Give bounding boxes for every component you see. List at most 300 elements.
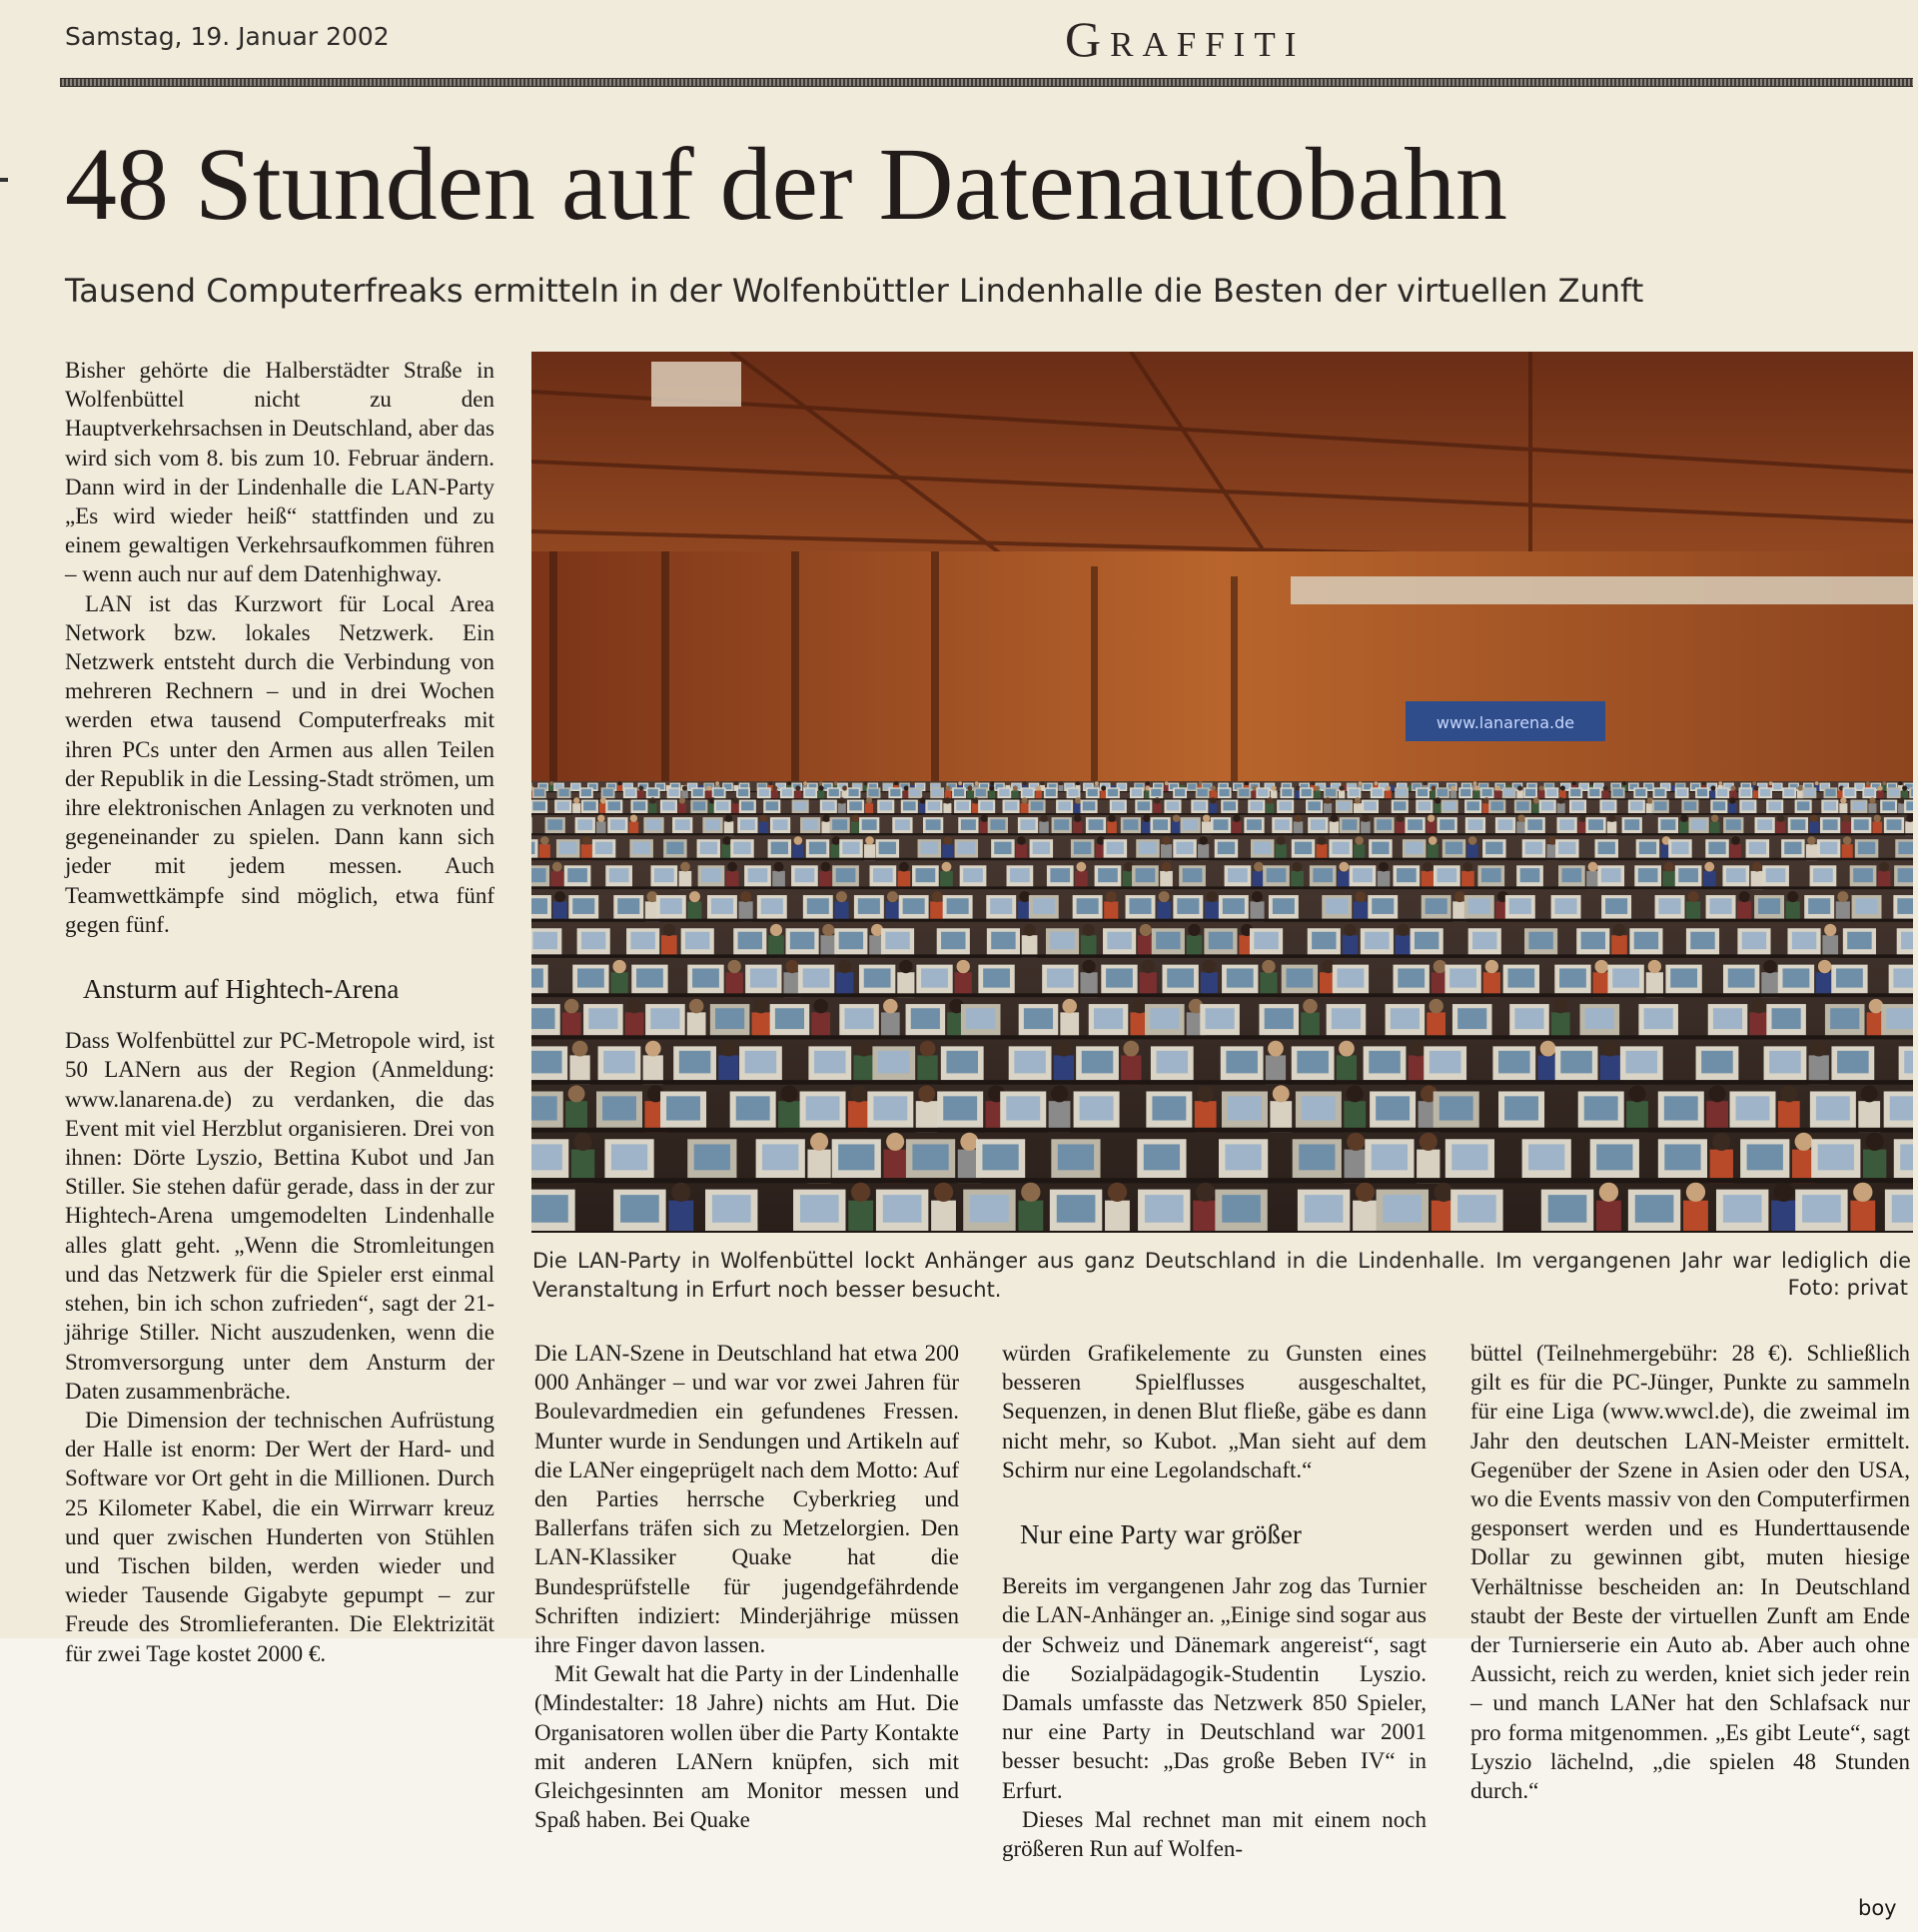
monitor-screen (531, 1144, 562, 1170)
monitor-screen (693, 789, 703, 796)
player-head (1608, 814, 1615, 821)
monitor-screen (1139, 842, 1156, 854)
monitor-screen (759, 789, 769, 796)
monitor-screen (1106, 968, 1133, 987)
player-head (1680, 814, 1687, 821)
monitor-screen (534, 789, 544, 796)
player-head (1095, 781, 1099, 785)
player-head (1273, 1085, 1290, 1102)
player-body (1596, 1201, 1621, 1233)
monitor-screen (705, 819, 720, 830)
player-head (1101, 786, 1106, 791)
monitor-screen (814, 1051, 846, 1074)
monitor-screen (1175, 789, 1185, 796)
player-head (1474, 786, 1479, 791)
player-head (883, 999, 898, 1014)
player-head (1795, 1133, 1813, 1151)
monitor-screen (1527, 819, 1542, 830)
monitor-screen (1864, 789, 1874, 796)
monitor-screen (1227, 968, 1254, 987)
player-head (958, 781, 962, 785)
monitor-screen (1773, 784, 1781, 790)
article-headline: 48 Stunden auf der Datenautobahn (65, 127, 1508, 242)
monitor-screen (630, 932, 654, 949)
monitor-screen (1108, 789, 1118, 796)
player-head (1731, 836, 1740, 845)
player-head (1262, 960, 1275, 973)
monitor-screen (531, 1195, 568, 1223)
player-head (1473, 781, 1477, 785)
player-head (727, 960, 740, 973)
player-body (1193, 1201, 1218, 1233)
player-head (1429, 999, 1443, 1014)
photo-caption: Die LAN-Party in Wolfenbüttel lockt Anhänger aus ganz Deutschland in die Lindenhalle. Im vergangenen Jahr war lediglich die Veranstaltung in Erfurt noch besser besucht. (532, 1249, 1911, 1302)
monitor-screen (1153, 819, 1168, 830)
player-body (1683, 1201, 1708, 1233)
col2-paragraph-2: Mit Gewalt hat die Party in der Lindenhalle (Mindestalter: 18 Jahre) nichts am Hut. Die Organisatoren wollen über die Party Kontakte mit anderen LANern knüpfen, sich mit Gleichgesinnten am Monitor messen und Spaß haben. Bei Quake (534, 1661, 959, 1833)
monitor-screen (1214, 819, 1229, 830)
col3-subheading: Nur eine Party war größer (1020, 1519, 1302, 1550)
player-head (770, 924, 782, 936)
monitor-screen (567, 868, 587, 882)
player-head (1450, 786, 1455, 791)
monitor-screen (766, 801, 779, 810)
monitor-screen (775, 1008, 804, 1029)
player-head (1076, 862, 1086, 872)
player-body (1771, 1201, 1796, 1233)
monitor-screen (1758, 898, 1780, 914)
col4-paragraph-1: büttel (Teilnehmergebühr: 28 €). Schließlich gilt es für die PC-Jünger, Punkte zu sammeln für eine Liga (www.wwcl.de), die zweimal im Jahr den deutschen LAN-Meister ermittelt. Gegenüber der Szene in Asien oder den USA, wo die Events massiv von den Computerfirmen gesponsert werden und es Hunderttausende Dollar zu gewinnen gibt, muten hiesige Verhältnisse bescheiden an: In Deutschland staubt der Beste der virtuellen Zunft am Ende der Turnierserie ein Auto ab. Aber auch ohne Aussicht, reich zu werden, kniet sich jeder rein – und manch LANer hat den Schlafsack nur pro forma mitgenommen. „Es gibt Leute“, sagt Lyszio lächelnd, „die spielen 48 Stunden durch.“ (1470, 1341, 1910, 1804)
player-head (649, 797, 655, 803)
monitor-screen (1033, 842, 1050, 854)
player-head (1420, 1133, 1438, 1151)
monitor-screen (1906, 801, 1913, 810)
player-head (1594, 960, 1607, 973)
player-head (1355, 891, 1366, 902)
monitor-screen (1481, 789, 1491, 796)
player-head (1572, 781, 1576, 785)
monitor-screen (547, 819, 562, 830)
player-head (1325, 797, 1331, 803)
player-head (920, 1041, 936, 1057)
monitor-screen (1194, 801, 1207, 810)
monitor-screen (1559, 819, 1574, 830)
player-head (1159, 891, 1170, 902)
player-head (680, 862, 690, 872)
monitor-screen (668, 789, 678, 796)
player-head (1648, 960, 1661, 973)
monitor-screen (1373, 789, 1383, 796)
monitor-screen (1024, 1008, 1053, 1029)
monitor-screen (1901, 932, 1913, 949)
monitor-screen (1223, 801, 1236, 810)
monitor-screen (1858, 842, 1875, 854)
monitor-screen (1467, 819, 1482, 830)
player-head (1454, 891, 1465, 902)
player-head (1112, 781, 1116, 785)
monitor-screen (1223, 898, 1245, 914)
monitor-screen (873, 868, 893, 882)
monitor-screen (1443, 801, 1456, 810)
monitor-screen (559, 842, 576, 854)
monitor-screen (1726, 819, 1741, 830)
monitor-screen (803, 968, 830, 987)
player-head (618, 781, 622, 785)
player-head (1143, 814, 1150, 821)
monitor-screen (862, 819, 877, 830)
player-head (821, 862, 831, 872)
monitor-screen (868, 789, 878, 796)
monitor-screen (807, 898, 829, 914)
player-head (1807, 836, 1816, 845)
monitor-screen (1528, 1144, 1564, 1170)
player-head (1108, 1183, 1127, 1202)
col1-paragraph-1: Bisher gehörte die Halberstädter Straße in Wolfenbüttel nicht zu den Hauptverkehrsachsen in Deutschland, aber das wird sich vom 8. bis zum 10. Februar ändern. Dann wird in der Lindenhalle die LAN-Party „Es wird wieder heiß“ stattfinden und zu einem gewaltigen Verkehrsaufkommen führen – wenn auch nur auf dem Datenhighway. (65, 358, 494, 587)
crt-monitor (531, 817, 532, 833)
player-head (549, 781, 553, 785)
col1-paragraph-3: Dass Wolfenbüttel zur PC-Metropole wird, ist 50 LANern aus der Region (Anmeldung: www.lanarena.de) zu verdanken, die das Event mit viel Herzblut organisieren. Drei von ihnen: Dörte Lyszio, Bettina Kubot und Jan Stiller. Sie stehen dafür gerade, dass in der zur Hightech-Arena umgemodelten Lindenhalle alles glatt geht. „Wenn die Stromleitungen und das Netzwerk für die Spieler erst einmal stehen, bin ich schon zufrieden“, sagt der 21-jährige Stiller. Nicht auszudenken, wenn die Stromversorgung unter dem Ansturm der Daten zusammenbräche. (65, 1028, 494, 1404)
player-head (904, 786, 909, 791)
player-head (822, 814, 829, 821)
monitor-screen (1250, 801, 1263, 810)
monitor-screen (1430, 1051, 1461, 1074)
monitor-screen (1790, 819, 1805, 830)
player-head (1056, 1041, 1072, 1057)
monitor-screen (636, 968, 663, 987)
monitor-screen (1287, 968, 1314, 987)
monitor-screen (1353, 868, 1373, 882)
player-head (1629, 1085, 1646, 1102)
monitor-screen (531, 842, 534, 854)
desk-row (531, 1128, 1913, 1133)
player-head (1424, 781, 1428, 785)
monitor-screen (1098, 868, 1118, 882)
upper-window-strip (1291, 576, 1913, 604)
player-head (1132, 999, 1147, 1014)
player-head (600, 797, 606, 803)
banner-text: www.lanarena.de (1436, 713, 1575, 732)
player-head (1842, 814, 1849, 821)
monitor-screen (1426, 898, 1447, 914)
monitor-screen (1820, 842, 1837, 854)
monitor-screen (1892, 1195, 1913, 1223)
monitor-screen (761, 898, 783, 914)
player-head (1853, 1183, 1872, 1202)
player-head (725, 814, 732, 821)
player-head (720, 1041, 736, 1057)
monitor-screen (1504, 1096, 1538, 1120)
player-head (1076, 781, 1080, 785)
monitor-screen (1742, 801, 1755, 810)
monitor-screen (1457, 1195, 1496, 1223)
monitor-screen (679, 1051, 711, 1074)
player-head (1579, 814, 1586, 821)
player-head (1362, 814, 1369, 821)
monitor-screen (921, 842, 938, 854)
player-head (1021, 1183, 1040, 1202)
lan-party-photo (531, 352, 1913, 1233)
monitor-screen (983, 968, 1010, 987)
monitor-screen (1853, 801, 1866, 810)
monitor-screen (1383, 1195, 1422, 1223)
monitor-screen (1904, 1051, 1913, 1074)
player-head (1162, 862, 1172, 872)
player-head (552, 862, 562, 872)
monitor-screen (1311, 819, 1326, 830)
monitor-screen (646, 819, 661, 830)
player-head (1710, 786, 1715, 791)
monitor-screen (806, 1096, 840, 1120)
player-head (1082, 960, 1095, 973)
player-head (1180, 781, 1184, 785)
player-head (1603, 786, 1608, 791)
monitor-screen (1601, 868, 1621, 882)
monitor-screen (1138, 801, 1151, 810)
player-head (754, 999, 769, 1014)
player-head (1798, 786, 1803, 791)
monitor-screen (1889, 789, 1899, 796)
player-head (1203, 960, 1216, 973)
monitor-screen (1023, 789, 1033, 796)
player-head (1787, 891, 1798, 902)
monitor-screen (1581, 932, 1605, 949)
monitor-screen (1498, 819, 1513, 830)
monitor-screen (1612, 968, 1639, 987)
monitor-screen (1094, 1008, 1123, 1029)
article-column-2 (534, 1339, 959, 1834)
player-head (1560, 786, 1565, 791)
monitor-screen (895, 819, 910, 830)
player-head (1431, 786, 1436, 791)
photo-credit: Foto: privat (1787, 1276, 1908, 1300)
player-head (1837, 891, 1848, 902)
player-head (822, 924, 834, 936)
monitor-screen (1372, 898, 1394, 914)
monitor-screen (1010, 868, 1030, 882)
monitor-screen (1050, 932, 1074, 949)
monitor-screen (1644, 1008, 1673, 1029)
monitor-screen (999, 789, 1009, 796)
monitor-screen (1684, 801, 1697, 810)
player-head (781, 1085, 798, 1102)
monitor-screen (1560, 1051, 1592, 1074)
monitor-screen (1297, 1051, 1329, 1074)
monitor-screen (1275, 819, 1290, 830)
monitor-screen (1054, 819, 1069, 830)
monitor-screen (1717, 789, 1727, 796)
monitor-screen (1602, 801, 1615, 810)
player-head (671, 1183, 690, 1202)
monitor-screen (666, 1096, 700, 1120)
player-head (1879, 862, 1889, 872)
monitor-screen (1671, 842, 1688, 854)
monitor-screen (982, 1144, 1018, 1170)
monitor-screen (963, 868, 983, 882)
monitor-screen (1624, 819, 1639, 830)
player-head (957, 960, 970, 973)
monitor-screen (1726, 868, 1746, 882)
monitor-screen (928, 801, 941, 810)
player-head (838, 960, 851, 973)
player-head (1245, 781, 1249, 785)
monitor-screen (1481, 868, 1501, 882)
player-head (810, 1133, 828, 1151)
player-head (1729, 797, 1735, 803)
monitor-screen (1571, 801, 1584, 810)
player-head (1203, 814, 1210, 821)
monitor-screen (1635, 1195, 1674, 1223)
monitor-screen (1364, 801, 1377, 810)
monitor-screen (1449, 968, 1476, 987)
monitor-screen (838, 1144, 874, 1170)
monitor-screen (1562, 868, 1582, 882)
monitor-screen (711, 898, 733, 914)
monitor-screen (1198, 789, 1208, 796)
monitor-screen (620, 1195, 659, 1223)
player-head (1339, 786, 1344, 791)
monitor-screen (873, 1096, 907, 1120)
player-head (699, 781, 703, 785)
player-head (836, 891, 847, 902)
monitor-screen (1302, 1096, 1336, 1120)
monitor-screen (1634, 932, 1658, 949)
monitor-screen (836, 868, 856, 882)
player-head (768, 781, 772, 785)
monitor-screen (990, 819, 1005, 830)
player-head (899, 960, 912, 973)
monitor-screen (858, 898, 880, 914)
player-head (1423, 862, 1433, 872)
monitor-screen (879, 842, 896, 854)
desk-row (531, 833, 1913, 835)
player-head (723, 836, 732, 845)
monitor-screen (1520, 868, 1540, 882)
player-head (911, 781, 915, 785)
monitor-screen (1736, 1096, 1770, 1120)
monitor-screen (1596, 1144, 1632, 1170)
monitor-screen (1107, 932, 1131, 949)
player-head (1712, 1133, 1730, 1151)
player-head (1435, 797, 1440, 803)
monitor-screen (1218, 842, 1235, 854)
player-head (1311, 781, 1315, 785)
monitor-screen (1713, 1008, 1742, 1029)
monitor-screen (1397, 789, 1407, 796)
monitor-screen (1472, 932, 1496, 949)
monitor-screen (932, 789, 942, 796)
monitor-screen (531, 1008, 555, 1029)
player-head (564, 999, 579, 1014)
player-head (1295, 814, 1302, 821)
player-head (682, 786, 687, 791)
player-head (842, 786, 847, 791)
monitor-screen (956, 801, 969, 810)
monitor-screen (1528, 932, 1552, 949)
monitor-screen (1588, 819, 1603, 830)
monitor-screen (1824, 801, 1837, 810)
monitor-screen (762, 1144, 798, 1170)
player-head (932, 891, 943, 902)
monitor-screen (1555, 898, 1577, 914)
monitor-screen (911, 1008, 940, 1029)
player-head (772, 786, 777, 791)
monitor-screen (1326, 898, 1348, 914)
player-head (1040, 814, 1047, 821)
monitor-screen (1525, 842, 1542, 854)
monitor-screen (675, 819, 690, 830)
desk-row (531, 813, 1913, 815)
monitor-screen (1397, 868, 1417, 882)
monitor-screen (1887, 819, 1902, 830)
monitor-screen (903, 898, 925, 914)
player-head (1622, 781, 1626, 785)
player-head (1165, 781, 1169, 785)
desk-row (531, 1080, 1913, 1085)
player-head (787, 781, 791, 785)
monitor-screen (1664, 1096, 1698, 1120)
monitor-screen (1818, 1144, 1854, 1170)
monitor-screen (1760, 789, 1770, 796)
monitor-screen (1856, 784, 1864, 790)
monitor-screen (910, 789, 920, 796)
player-head (856, 1041, 872, 1057)
monitor-screen (1228, 1096, 1262, 1120)
monitor-screen (1088, 789, 1098, 796)
monitor-screen (1364, 784, 1372, 790)
player-body (1850, 1201, 1875, 1233)
monitor-screen (1691, 819, 1706, 830)
monitor-screen (1713, 801, 1726, 810)
player-head (1106, 891, 1117, 902)
monitor-screen (1509, 898, 1531, 914)
monitor-screen (1847, 932, 1871, 949)
monitor-screen (1089, 819, 1104, 830)
monitor-screen (994, 842, 1011, 854)
player-head (1686, 1183, 1705, 1202)
player-head (1347, 1133, 1365, 1151)
desk-row (531, 1231, 1913, 1233)
monitor-screen (1437, 868, 1456, 882)
monitor-screen (848, 789, 858, 796)
player-head (1272, 786, 1277, 791)
monitor-screen (1156, 932, 1180, 949)
monitor-screen (1516, 801, 1529, 810)
monitor-screen (1372, 842, 1389, 854)
desk-row (531, 886, 1913, 889)
monitor-screen (1769, 1051, 1801, 1074)
monitor-screen (1797, 801, 1810, 810)
player-head (1702, 781, 1706, 785)
monitor-screen (1005, 801, 1018, 810)
monitor-screen (712, 1195, 751, 1223)
monitor-screen (660, 898, 682, 914)
monitor-screen (966, 1008, 995, 1029)
player-head (1355, 836, 1364, 845)
monitor-screen (700, 842, 717, 854)
monitor-screen (1890, 1096, 1913, 1120)
player-head (1811, 1041, 1827, 1057)
player-head (627, 999, 642, 1014)
monitor-screen (1635, 789, 1645, 796)
player-head (597, 814, 604, 821)
monitor-screen (1690, 932, 1714, 949)
monitor-screen (531, 1096, 557, 1120)
monitor-screen (1342, 819, 1357, 830)
player-head (851, 1183, 870, 1202)
monitor-screen (1058, 1144, 1094, 1170)
player-head (1468, 836, 1477, 845)
monitor-screen (1279, 801, 1292, 810)
